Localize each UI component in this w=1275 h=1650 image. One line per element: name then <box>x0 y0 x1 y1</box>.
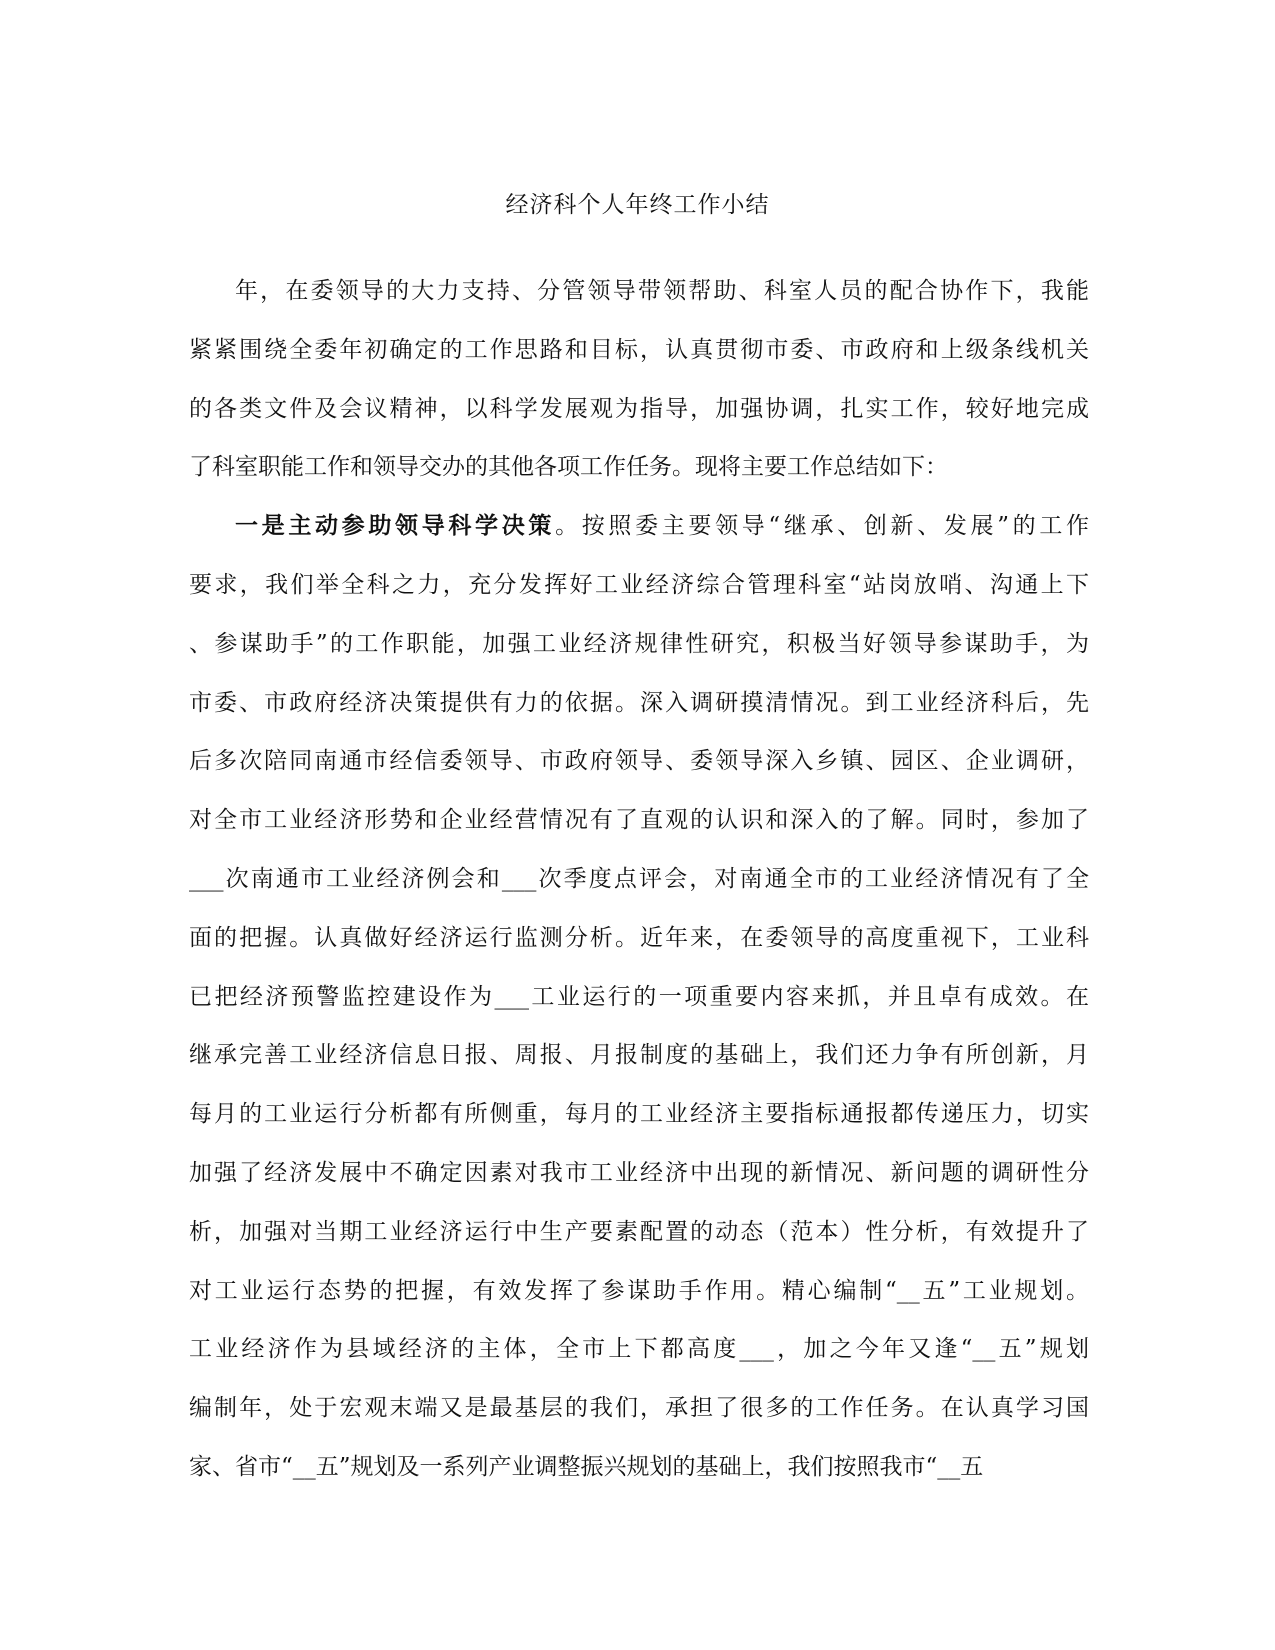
paragraph-section-one <box>189 497 1089 556</box>
text-line: 编制年，处于宏观末端又是最基层的我们，承担了很多的工作任务。在认真学习国 <box>189 1395 1089 1422</box>
text-line: 、参谋助手”的工作职能，加强工业经济规律性研究，积极当好领导参谋助手，为 <box>189 630 1089 657</box>
text-line: 了科室职能工作和领导交办的其他各项工作任务。现将主要工作总结如下： <box>189 454 948 481</box>
section-heading: 一是主动参助领导科学决策 <box>235 512 556 540</box>
text-line: 紧紧围绕全委年初确定的工作思路和目标，认真贯彻市委、市政府和上级条线机关 <box>189 336 1089 363</box>
document-body <box>189 262 1089 1497</box>
text-line-first <box>189 497 1089 556</box>
paragraph-intro <box>189 262 1089 321</box>
text-line: 加强了经济发展中不确定因素对我市工业经济中出现的新情况、新问题的调研性分 <box>189 1159 1089 1186</box>
text-line: 析，加强对当期工业经济运行中生产要素配置的动态（范本）性分析，有效提升了 <box>189 1218 1089 1245</box>
text-line: 市委、市政府经济决策提供有力的依据。深入调研摸清情况。到工业经济科后，先 <box>189 689 1089 716</box>
text-line: 的各类文件及会议精神，以科学发展观为指导，加强协调，扎实工作，较好地完成 <box>189 395 1089 422</box>
text-line: ___次南通市工业经济例会和___次季度点评会，对南通全市的工业经济情况有了全 <box>189 865 1089 892</box>
text-line-rest: 。按照委主要领导“继承、创新、发展”的工作 <box>555 513 1089 540</box>
text-line: 对全市工业经济形势和企业经营情况有了直观的认识和深入的了解。同时，参加了 <box>189 807 1089 834</box>
text-line: 每月的工业运行分析都有所侧重，每月的工业经济主要指标通报都传递压力，切实 <box>189 1101 1089 1128</box>
text-line: 面的把握。认真做好经济运行监测分析。近年来，在委领导的高度重视下，工业科 <box>189 924 1089 951</box>
document-title: 经济科个人年终工作小结 <box>505 192 770 218</box>
text-line: 年，在委领导的大力支持、分管领导带领帮助、科室人员的配合协作下，我能 <box>235 278 1089 304</box>
text-line: 后多次陪同南通市经信委领导、市政府领导、委领导深入乡镇、园区、企业调研， <box>189 748 1089 775</box>
text-line: 已把经济预警监控建设作为___工业运行的一项重要内容来抓，并且卓有成效。在 <box>189 983 1089 1010</box>
text-line: 家、省市“__五”规划及一系列产业调整振兴规划的基础上，我们按照我市“__五 <box>189 1453 984 1480</box>
text-line: 要求，我们举全科之力，充分发挥好工业经济综合管理科室“站岗放哨、沟通上下 <box>189 571 1089 598</box>
text-line: 对工业运行态势的把握，有效发挥了参谋助手作用。精心编制“__五”工业规划。 <box>189 1277 1089 1304</box>
text-line: 工业经济作为县域经济的主体，全市上下都高度___，加之今年又逢“__五”规划 <box>189 1336 1089 1363</box>
text-line: 继承完善工业经济信息日报、周报、月报制度的基础上，我们还力争有所创新，月 <box>189 1042 1089 1069</box>
